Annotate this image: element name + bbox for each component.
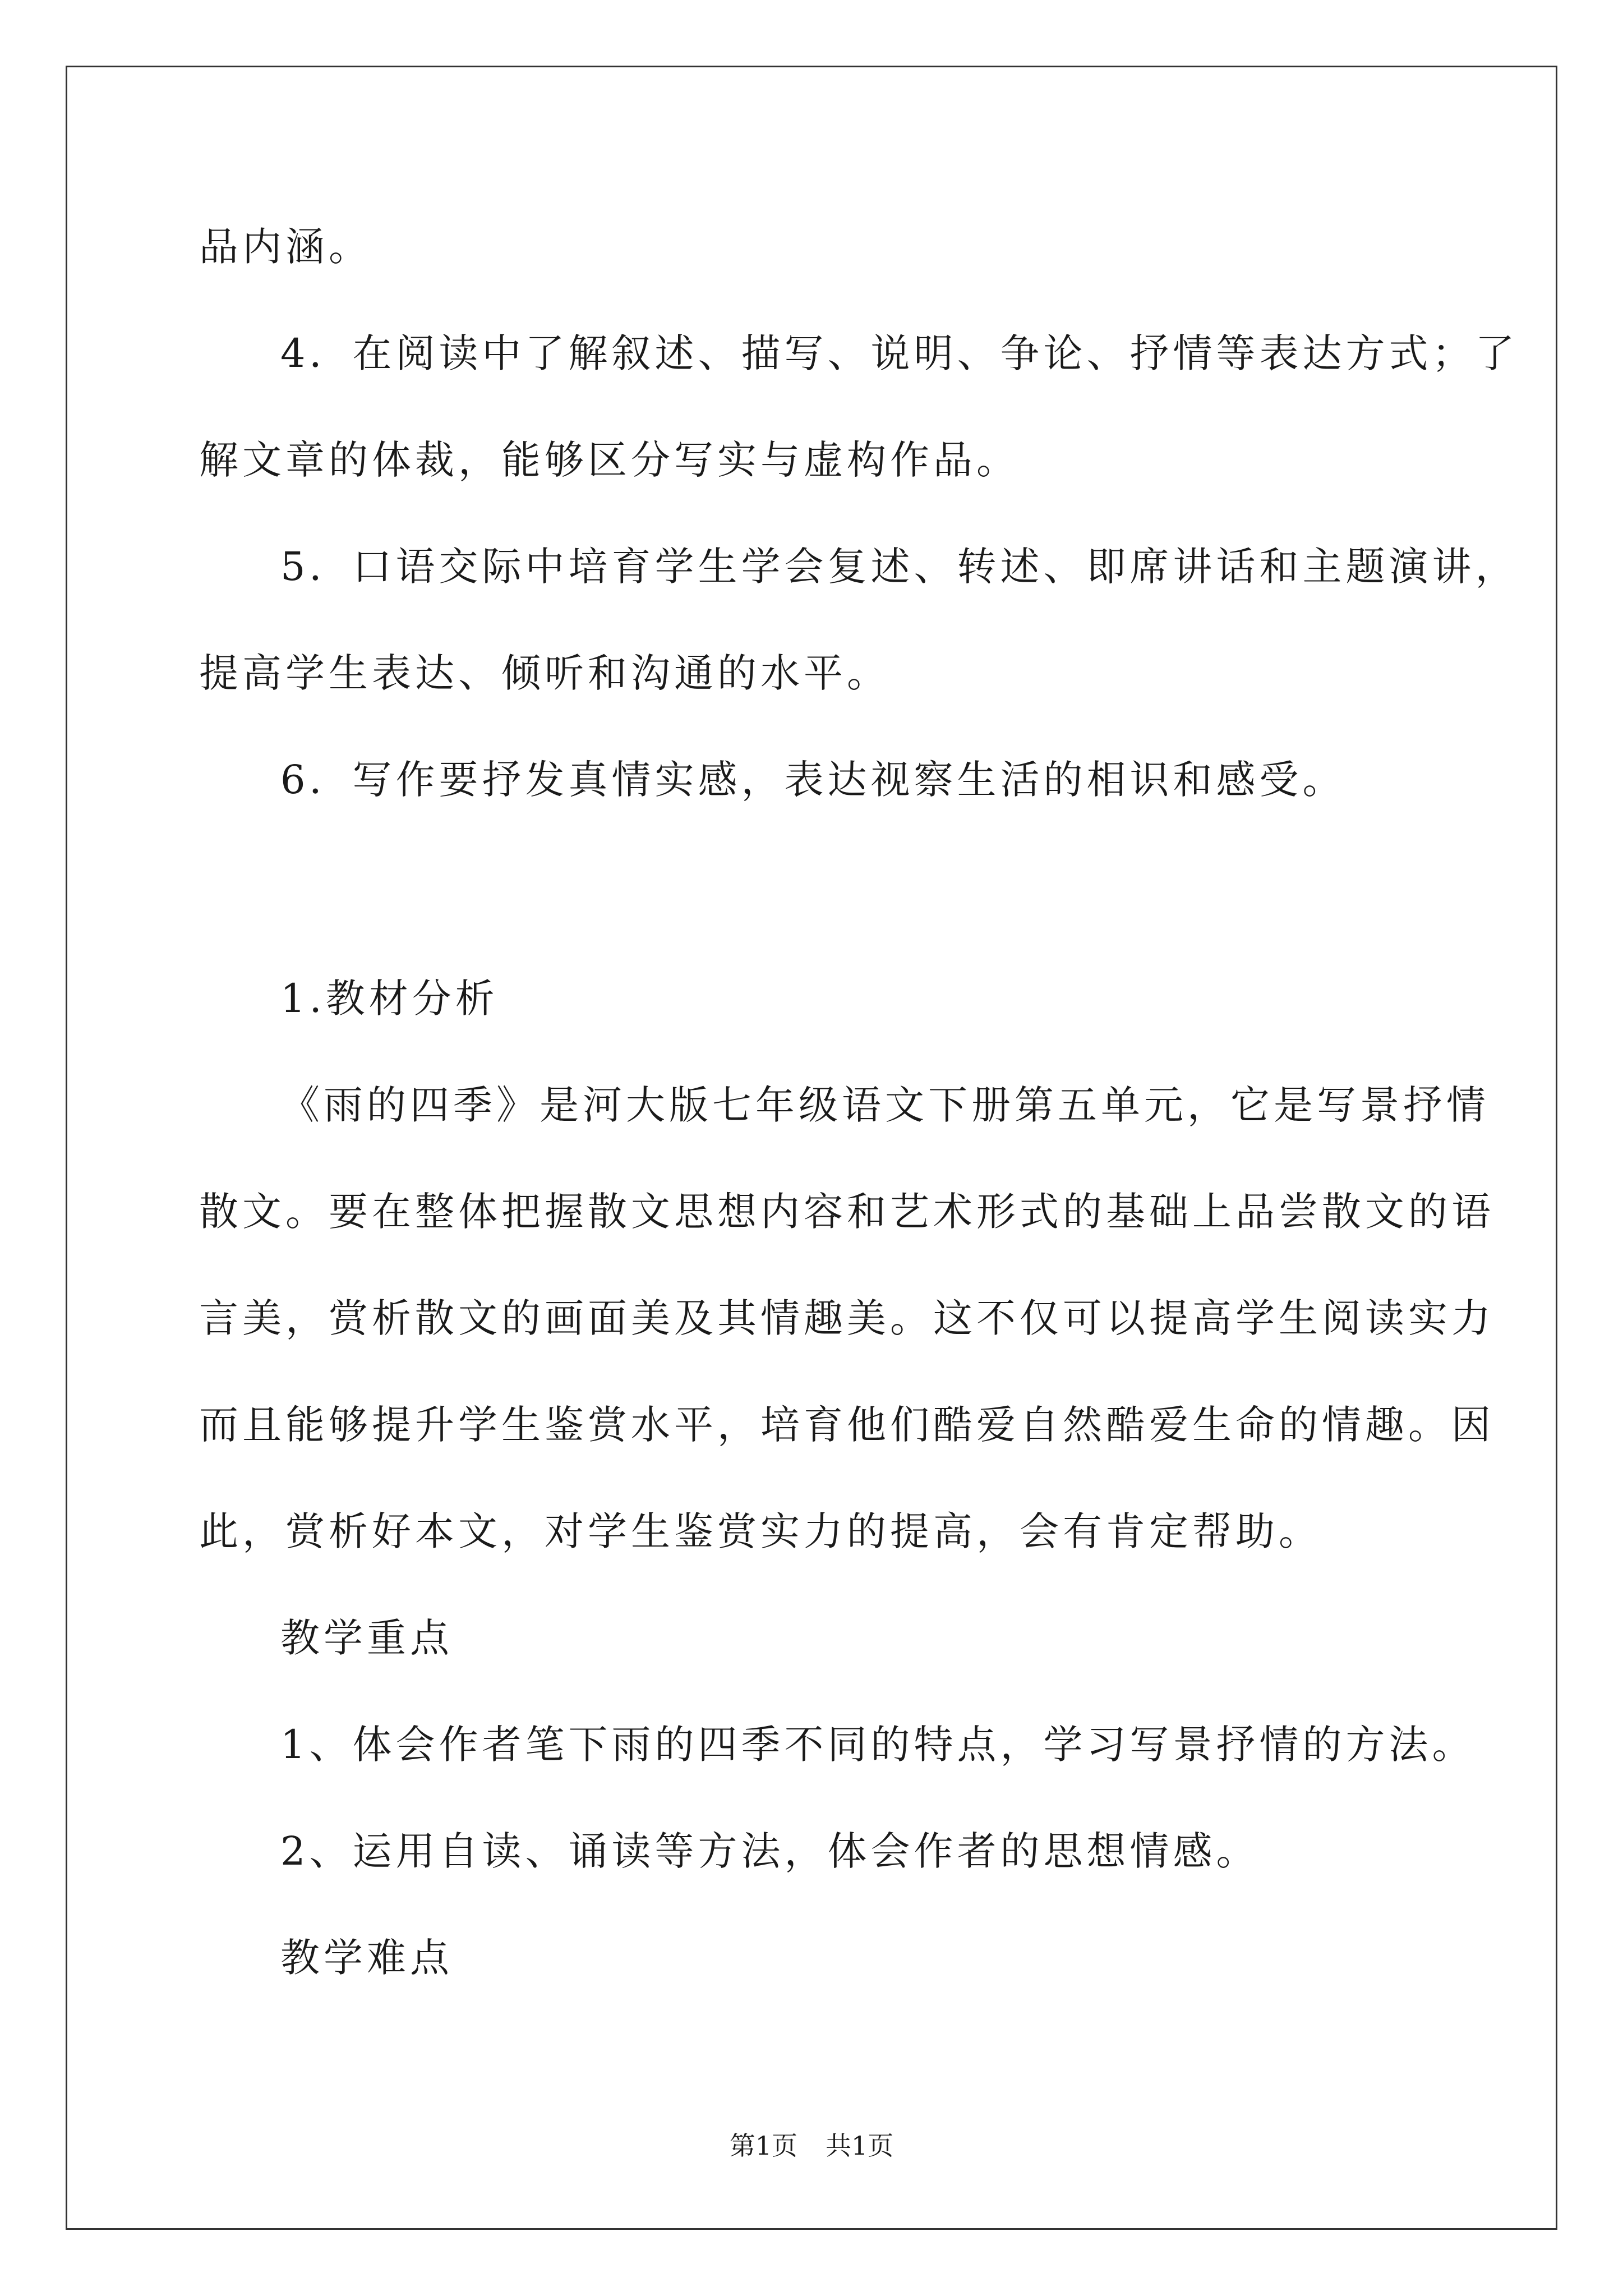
text-line: 4．在阅读中了解叙述、描写、说明、争论、抒情等表达方式；了 [280, 330, 1519, 376]
text-line: 言美，赏析散文的画面美及其情趣美。这不仅可以提高学生阅读实力 [199, 1295, 1495, 1341]
page-footer [0, 2129, 1623, 2162]
text-line: 而且能够提升学生鉴赏水平，培育他们酷爱自然酷爱生命的情趣。因 [199, 1402, 1495, 1448]
text-line: 散文。要在整体把握散文思想内容和艺术形式的基础上品尝散文的语 [199, 1189, 1495, 1235]
section-heading: 1.教材分析 [280, 976, 499, 1022]
text-line: 5．口语交际中培育学生学会复述、转述、即席讲话和主题演讲， [280, 544, 1519, 590]
text-line: 1、体会作者笔下雨的四季不同的特点，学习写景抒情的方法。 [280, 1722, 1476, 1768]
section-heading: 教学重点 [280, 1615, 453, 1661]
text-line: 解文章的体裁，能够区分写实与虚构作品。 [199, 437, 1020, 483]
text-line: 此，赏析好本文，对学生鉴赏实力的提高，会有肯定帮助。 [199, 1508, 1322, 1554]
text-line: 品内涵。 [199, 224, 372, 270]
text-line: 《雨的四季》是河大版七年级语文下册第五单元，它是写景抒情 [280, 1082, 1490, 1128]
page-total: 共1页 [826, 2131, 894, 2161]
text-line: 提高学生表达、倾听和沟通的水平。 [199, 650, 890, 696]
text-line: 2、运用自读、诵读等方法，体会作者的思想情感。 [280, 1828, 1260, 1874]
page-border [66, 66, 1557, 2230]
text-line: 6．写作要抒发真情实感，表达视察生活的相识和感受。 [280, 757, 1346, 803]
section-heading: 教学难点 [280, 1935, 453, 1981]
page-number: 第1页 [729, 2131, 797, 2161]
